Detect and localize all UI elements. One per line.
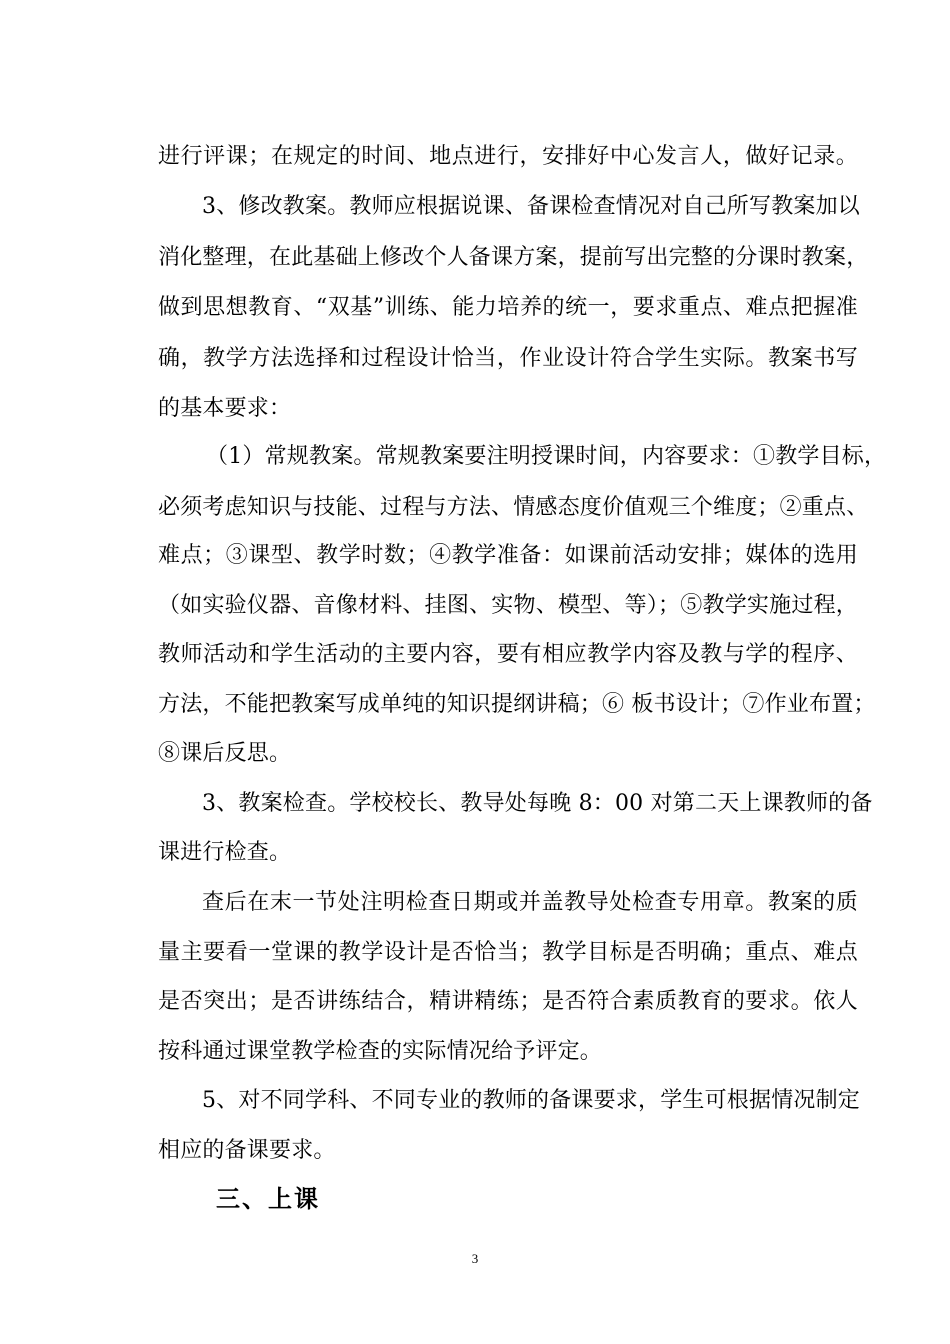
text-line-8: 必须考虑知识与技能、过程与方法、情感态度价值观三个维度；②重点、 [158, 495, 869, 520]
text-line-7: （1）常规教案。常规教案要注明授课时间，内容要求：①教学目标， [206, 444, 887, 469]
text-line-18: 是否突出；是否讲练结合，精讲精练；是否符合素质教育的要求。依人 [158, 989, 858, 1014]
text-line-13: ⑧课后反思。 [158, 741, 292, 766]
text-line-1: 进行评课；在规定的时间、地点进行，安排好中心发言人，做好记录。 [158, 144, 858, 169]
text-line-3: 消化整理，在此基础上修改个人备课方案，提前写出完整的分课时教案， [158, 245, 869, 270]
text-line-21: 相应的备课要求。 [158, 1138, 336, 1163]
page-number: 3 [471, 1251, 479, 1266]
text-line-5: 确，教学方法选择和过程设计恰当，作业设计符合学生实际。教案书写 [158, 346, 858, 371]
text-line-12: 方法，不能把教案写成单纯的知识提纲讲稿；⑥ 板书设计；⑦作业布置； [158, 692, 876, 717]
text-line-20: 5、对不同学科、不同专业的教师的备课要求，学生可根据情况制定 [202, 1088, 860, 1113]
text-line-17: 量主要看一堂课的教学设计是否恰当；教学目标是否明确；重点、难点 [158, 940, 858, 965]
text-line-19: 按科通过课堂教学检查的实际情况给予评定。 [158, 1039, 603, 1064]
text-line-10: （如实验仪器、音像材料、挂图、实物、模型、等）；⑤教学实施过程， [158, 593, 858, 618]
section-heading: 三、上课 [216, 1185, 320, 1213]
text-line-2: 3、修改教案。教师应根据说课、备课检查情况对自己所写教案加以 [202, 194, 860, 219]
text-line-15: 课进行检查。 [158, 840, 292, 865]
text-line-6: 的基本要求： [158, 396, 292, 421]
text-line-14: 3、教案检查。学校校长、教导处每晚 8：00 对第二天上课教师的备 [202, 791, 873, 816]
text-line-4: 做到思想教育、“双基”训练、能力培养的统一，要求重点、难点把握准 [158, 295, 858, 320]
text-line-11: 教师活动和学生活动的主要内容，要有相应教学内容及教与学的程序、 [158, 642, 858, 667]
text-line-16: 查后在末一节处注明检查日期或并盖教导处检查专用章。教案的质 [202, 890, 858, 915]
text-line-9: 难点；③课型、教学时数；④教学准备：如课前活动安排；媒体的选用 [158, 543, 858, 568]
